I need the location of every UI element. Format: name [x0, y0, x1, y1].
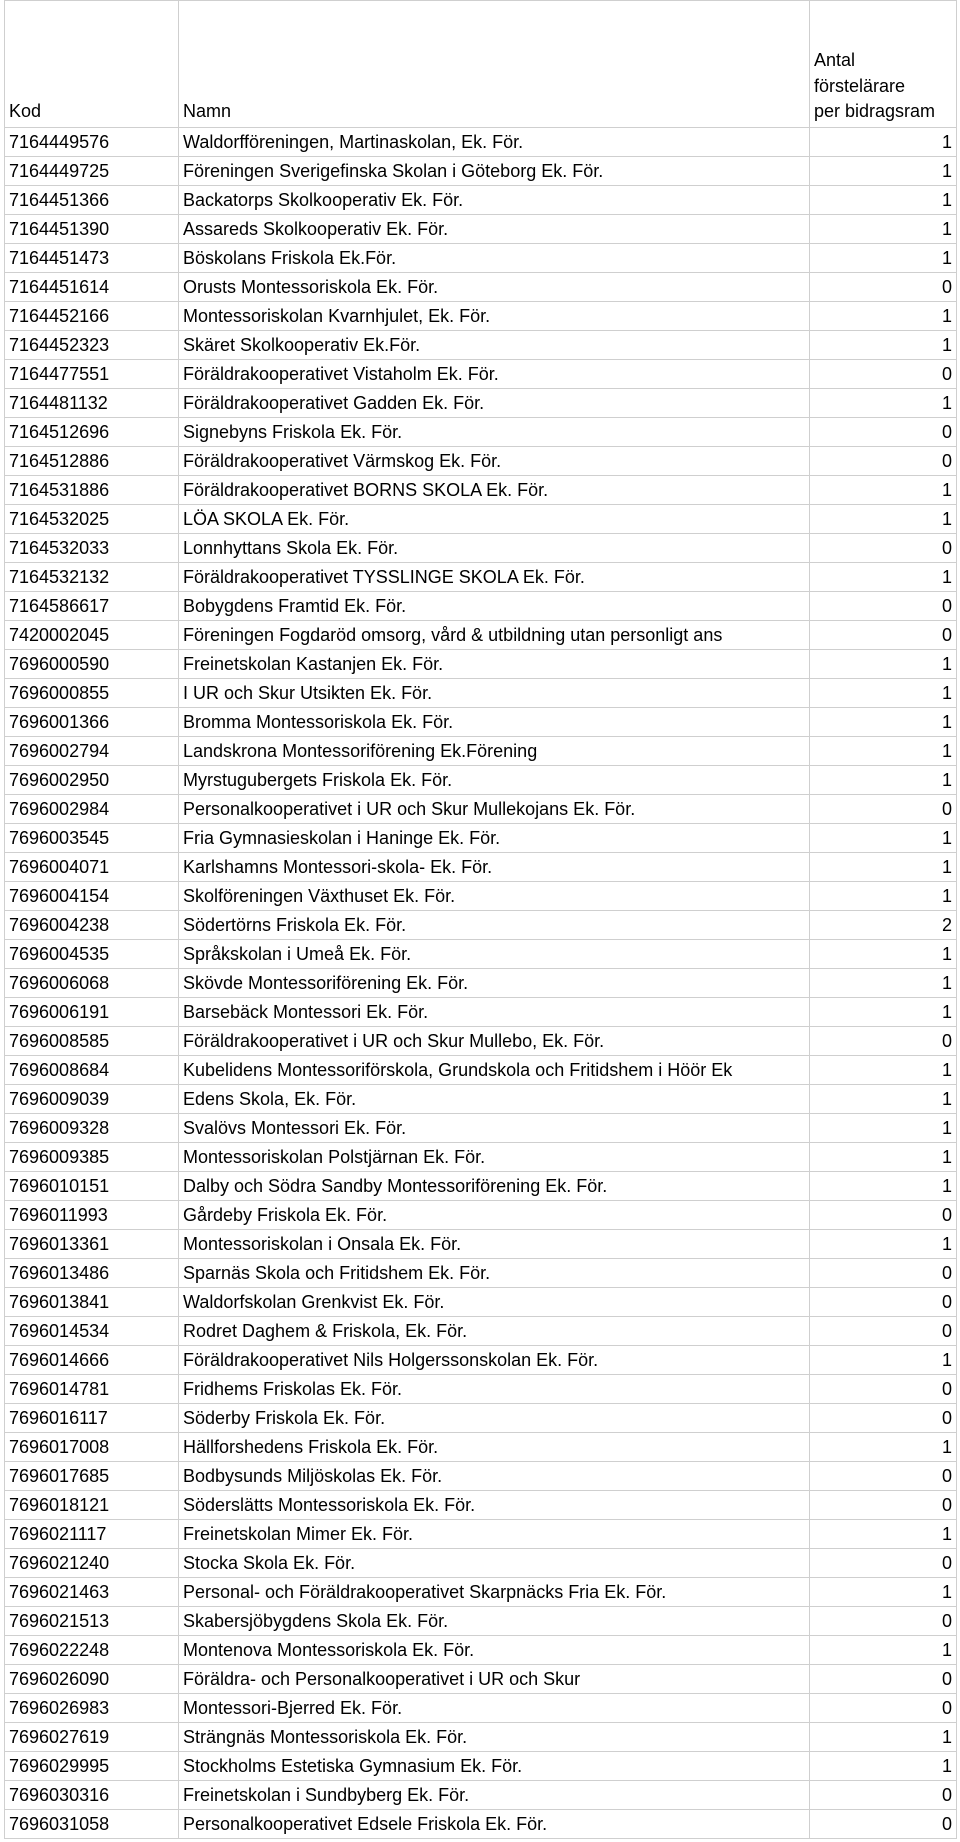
cell-kod: 7696009039: [5, 1085, 179, 1114]
cell-count: 1: [810, 998, 957, 1027]
cell-namn: Skövde Montessoriförening Ek. För.: [179, 969, 810, 998]
cell-namn: Gårdeby Friskola Ek. För.: [179, 1201, 810, 1230]
table-row: [5, 940, 957, 969]
cell-namn: Föräldrakooperativet BORNS SKOLA Ek. För.: [179, 476, 810, 505]
cell-kod: 7696001366: [5, 708, 179, 737]
table-row: [5, 186, 957, 215]
table-row: [5, 1375, 957, 1404]
cell-kod: 7696021513: [5, 1607, 179, 1636]
cell-count: 1: [810, 331, 957, 360]
cell-count: 1: [810, 1114, 957, 1143]
cell-kod: 7164451390: [5, 215, 179, 244]
table-row: [5, 1433, 957, 1462]
cell-namn: Montenova Montessoriskola Ek. För.: [179, 1636, 810, 1665]
table-row: [5, 1114, 957, 1143]
cell-namn: Föräldrakooperativet i UR och Skur Mullebo, Ek. För.: [179, 1027, 810, 1056]
table-row: [5, 447, 957, 476]
cell-count: 0: [810, 1491, 957, 1520]
cell-count: 1: [810, 128, 957, 157]
cell-namn: Montessoriskolan Polstjärnan Ek. För.: [179, 1143, 810, 1172]
cell-namn: Bodbysunds Miljöskolas Ek. För.: [179, 1462, 810, 1491]
table-row: [5, 1056, 957, 1085]
cell-namn: Bobygdens Framtid Ek. För.: [179, 592, 810, 621]
cell-kod: 7696013841: [5, 1288, 179, 1317]
table-row: [5, 244, 957, 273]
cell-namn: Bromma Montessoriskola Ek. För.: [179, 708, 810, 737]
table-row: [5, 1288, 957, 1317]
header-count-line-3: per bidragsram: [814, 100, 936, 121]
cell-count: 0: [810, 273, 957, 302]
cell-namn: Söderby Friskola Ek. För.: [179, 1404, 810, 1433]
cell-namn: Fria Gymnasieskolan i Haninge Ek. För.: [179, 824, 810, 853]
cell-count: 0: [810, 1549, 957, 1578]
table-row: [5, 998, 957, 1027]
table-row: [5, 1665, 957, 1694]
table-row: [5, 331, 957, 360]
cell-namn: Fridhems Friskolas Ek. För.: [179, 1375, 810, 1404]
header-count-line-2: förstelärare: [814, 75, 906, 96]
cell-namn: Böskolans Friskola Ek.För.: [179, 244, 810, 273]
table-row: [5, 1694, 957, 1723]
cell-kod: 7696016117: [5, 1404, 179, 1433]
cell-kod: 7696017008: [5, 1433, 179, 1462]
cell-namn: Föräldrakooperativet Värmskog Ek. För.: [179, 447, 810, 476]
cell-count: 1: [810, 766, 957, 795]
cell-kod: 7164531886: [5, 476, 179, 505]
cell-namn: Freinetskolan i Sundbyberg Ek. För.: [179, 1781, 810, 1810]
cell-count: 1: [810, 1520, 957, 1549]
cell-kod: 7696009385: [5, 1143, 179, 1172]
cell-kod: 7164586617: [5, 592, 179, 621]
cell-kod: 7696008585: [5, 1027, 179, 1056]
cell-count: 1: [810, 737, 957, 766]
cell-namn: Rodret Daghem & Friskola, Ek. För.: [179, 1317, 810, 1346]
table-row: [5, 1549, 957, 1578]
table-row: [5, 1723, 957, 1752]
cell-kod: 7696021117: [5, 1520, 179, 1549]
cell-count: 0: [810, 621, 957, 650]
cell-namn: Skolföreningen Växthuset Ek. För.: [179, 882, 810, 911]
cell-kod: 7696018121: [5, 1491, 179, 1520]
table-row: [5, 215, 957, 244]
cell-count: 1: [810, 1723, 957, 1752]
cell-kod: 7420002045: [5, 621, 179, 650]
cell-kod: 7164532132: [5, 563, 179, 592]
cell-count: 0: [810, 1462, 957, 1491]
cell-kod: 7164451473: [5, 244, 179, 273]
cell-namn: Föreningen Fogdaröd omsorg, vård & utbildning utan personligt ans: [179, 621, 810, 650]
table-row: [5, 1085, 957, 1114]
cell-count: 1: [810, 1636, 957, 1665]
table-row: [5, 1172, 957, 1201]
cell-kod: 7696013361: [5, 1230, 179, 1259]
cell-kod: 7696000590: [5, 650, 179, 679]
table-row: [5, 737, 957, 766]
cell-kod: 7696027619: [5, 1723, 179, 1752]
cell-kod: 7696004154: [5, 882, 179, 911]
cell-namn: Sparnäs Skola och Fritidshem Ek. För.: [179, 1259, 810, 1288]
cell-namn: Personalkooperativet i UR och Skur Mullekojans Ek. För.: [179, 795, 810, 824]
cell-namn: Stocka Skola Ek. För.: [179, 1549, 810, 1578]
cell-namn: Waldorfskolan Grenkvist Ek. För.: [179, 1288, 810, 1317]
cell-count: 0: [810, 592, 957, 621]
cell-namn: Föräldrakooperativet Gadden Ek. För.: [179, 389, 810, 418]
table-row: [5, 389, 957, 418]
cell-count: 0: [810, 795, 957, 824]
cell-count: 1: [810, 505, 957, 534]
cell-count: 1: [810, 389, 957, 418]
cell-count: 0: [810, 1694, 957, 1723]
cell-namn: Karlshamns Montessori-skola- Ek. För.: [179, 853, 810, 882]
cell-namn: Personalkooperativet Edsele Friskola Ek. För.: [179, 1810, 810, 1839]
table-row: [5, 1259, 957, 1288]
cell-namn: Skabersjöbygdens Skola Ek. För.: [179, 1607, 810, 1636]
cell-count: 1: [810, 1085, 957, 1114]
cell-namn: Waldorfföreningen, Martinaskolan, Ek. För.: [179, 128, 810, 157]
cell-count: 1: [810, 1056, 957, 1085]
cell-count: 1: [810, 882, 957, 911]
table-row: [5, 157, 957, 186]
cell-namn: Dalby och Södra Sandby Montessoriförening Ek. För.: [179, 1172, 810, 1201]
table-row: [5, 476, 957, 505]
cell-kod: 7696006068: [5, 969, 179, 998]
cell-namn: Montessoriskolan Kvarnhjulet, Ek. För.: [179, 302, 810, 331]
cell-count: 1: [810, 650, 957, 679]
header-kod: Kod: [5, 1, 179, 128]
cell-namn: Söderslätts Montessoriskola Ek. För.: [179, 1491, 810, 1520]
cell-namn: LÖA SKOLA Ek. För.: [179, 505, 810, 534]
cell-namn: Backatorps Skolkooperativ Ek. För.: [179, 186, 810, 215]
cell-count: 0: [810, 1259, 957, 1288]
table-row: [5, 853, 957, 882]
cell-namn: Orusts Montessoriskola Ek. För.: [179, 273, 810, 302]
cell-namn: Barsebäck Montessori Ek. För.: [179, 998, 810, 1027]
table-row: [5, 1520, 957, 1549]
cell-kod: 7164477551: [5, 360, 179, 389]
cell-count: 0: [810, 418, 957, 447]
cell-namn: Personal- och Föräldrakooperativet Skarpnäcks Fria Ek. För.: [179, 1578, 810, 1607]
cell-namn: Kubelidens Montessoriförskola, Grundskola och Fritidshem i Höör Ek: [179, 1056, 810, 1085]
table-row: [5, 1636, 957, 1665]
cell-count: 1: [810, 940, 957, 969]
cell-kod: 7696004071: [5, 853, 179, 882]
cell-kod: 7696013486: [5, 1259, 179, 1288]
table-row: [5, 882, 957, 911]
table-row: [5, 1578, 957, 1607]
cell-count: 1: [810, 969, 957, 998]
table-row: [5, 505, 957, 534]
cell-kod: 7696002794: [5, 737, 179, 766]
cell-count: 0: [810, 534, 957, 563]
cell-kod: 7696006191: [5, 998, 179, 1027]
cell-count: 2: [810, 911, 957, 940]
table-row: [5, 592, 957, 621]
cell-namn: Lonnhyttans Skola Ek. För.: [179, 534, 810, 563]
cell-kod: 7696022248: [5, 1636, 179, 1665]
table-row: [5, 360, 957, 389]
cell-count: 1: [810, 244, 957, 273]
table-row: [5, 534, 957, 563]
cell-namn: Föreningen Sverigefinska Skolan i Göteborg Ek. För.: [179, 157, 810, 186]
cell-count: 1: [810, 679, 957, 708]
cell-kod: 7696002950: [5, 766, 179, 795]
table-row: [5, 302, 957, 331]
cell-kod: 7696026090: [5, 1665, 179, 1694]
cell-namn: I UR och Skur Utsikten Ek. För.: [179, 679, 810, 708]
cell-namn: Signebyns Friskola Ek. För.: [179, 418, 810, 447]
cell-kod: 7696017685: [5, 1462, 179, 1491]
cell-kod: 7164449576: [5, 128, 179, 157]
table-row: [5, 650, 957, 679]
cell-count: 1: [810, 1230, 957, 1259]
table-row: [5, 418, 957, 447]
cell-count: 0: [810, 1201, 957, 1230]
cell-kod: 7164452323: [5, 331, 179, 360]
data-table: [4, 0, 957, 1839]
cell-namn: Stockholms Estetiska Gymnasium Ek. För.: [179, 1752, 810, 1781]
cell-kod: 7696030316: [5, 1781, 179, 1810]
cell-count: 1: [810, 1578, 957, 1607]
table-row: [5, 1143, 957, 1172]
cell-kod: 7696014666: [5, 1346, 179, 1375]
header-count: [810, 1, 957, 128]
cell-namn: Assareds Skolkooperativ Ek. För.: [179, 215, 810, 244]
cell-count: 0: [810, 1288, 957, 1317]
cell-count: 1: [810, 476, 957, 505]
cell-kod: 7164449725: [5, 157, 179, 186]
cell-kod: 7164512696: [5, 418, 179, 447]
cell-kod: 7696029995: [5, 1752, 179, 1781]
cell-kod: 7696011993: [5, 1201, 179, 1230]
cell-namn: Montessori-Bjerred Ek. För.: [179, 1694, 810, 1723]
cell-namn: Föräldra- och Personalkooperativet i UR och Skur: [179, 1665, 810, 1694]
cell-count: 1: [810, 1172, 957, 1201]
table-row: [5, 1752, 957, 1781]
cell-kod: 7164451614: [5, 273, 179, 302]
cell-kod: 7164452166: [5, 302, 179, 331]
header-count-line-1: Antal: [814, 50, 856, 71]
cell-namn: Skäret Skolkooperativ Ek.För.: [179, 331, 810, 360]
cell-namn: Freinetskolan Kastanjen Ek. För.: [179, 650, 810, 679]
cell-count: 0: [810, 1810, 957, 1839]
cell-count: 0: [810, 1027, 957, 1056]
cell-count: 1: [810, 215, 957, 244]
cell-count: 1: [810, 853, 957, 882]
table-row: [5, 1404, 957, 1433]
cell-kod: 7696014534: [5, 1317, 179, 1346]
table-row: [5, 273, 957, 302]
table-row: [5, 1810, 957, 1839]
cell-namn: Landskrona Montessoriförening Ek.Förening: [179, 737, 810, 766]
cell-count: 1: [810, 824, 957, 853]
table-row: [5, 1346, 957, 1375]
cell-namn: Strängnäs Montessoriskola Ek. För.: [179, 1723, 810, 1752]
table-row: [5, 1230, 957, 1259]
table-row: [5, 1607, 957, 1636]
cell-kod: 7696004238: [5, 911, 179, 940]
cell-namn: Föräldrakooperativet TYSSLINGE SKOLA Ek. För.: [179, 563, 810, 592]
cell-namn: Freinetskolan Mimer Ek. För.: [179, 1520, 810, 1549]
cell-kod: 7696021240: [5, 1549, 179, 1578]
table-row: [5, 969, 957, 998]
cell-namn: Föräldrakooperativet Vistaholm Ek. För.: [179, 360, 810, 389]
cell-count: 0: [810, 1317, 957, 1346]
table-row: [5, 911, 957, 940]
table-row: [5, 708, 957, 737]
cell-kod: 7696026983: [5, 1694, 179, 1723]
cell-kod: 7696003545: [5, 824, 179, 853]
cell-kod: 7164451366: [5, 186, 179, 215]
cell-kod: 7696021463: [5, 1578, 179, 1607]
cell-namn: Edens Skola, Ek. För.: [179, 1085, 810, 1114]
cell-count: 1: [810, 157, 957, 186]
table-row: [5, 1027, 957, 1056]
table-row: [5, 1491, 957, 1520]
cell-kod: 7164532025: [5, 505, 179, 534]
cell-count: 1: [810, 186, 957, 215]
cell-kod: 7696002984: [5, 795, 179, 824]
cell-count: 0: [810, 1607, 957, 1636]
cell-kod: 7696004535: [5, 940, 179, 969]
cell-kod: 7696014781: [5, 1375, 179, 1404]
cell-kod: 7696009328: [5, 1114, 179, 1143]
cell-count: 0: [810, 1404, 957, 1433]
table-row: [5, 1201, 957, 1230]
table-row: [5, 1462, 957, 1491]
cell-count: 1: [810, 1433, 957, 1462]
table-row: [5, 621, 957, 650]
cell-namn: Föräldrakooperativet Nils Holgerssonskolan Ek. För.: [179, 1346, 810, 1375]
table-row: [5, 128, 957, 157]
cell-count: 0: [810, 1781, 957, 1810]
cell-count: 0: [810, 447, 957, 476]
cell-kod: 7164532033: [5, 534, 179, 563]
cell-count: 1: [810, 1752, 957, 1781]
cell-count: 0: [810, 360, 957, 389]
cell-count: 0: [810, 1375, 957, 1404]
cell-kod: 7696010151: [5, 1172, 179, 1201]
cell-count: 1: [810, 1143, 957, 1172]
cell-kod: 7696000855: [5, 679, 179, 708]
table-row: [5, 679, 957, 708]
cell-namn: Språkskolan i Umeå Ek. För.: [179, 940, 810, 969]
cell-count: 1: [810, 302, 957, 331]
table-row: [5, 563, 957, 592]
header-namn: Namn: [179, 1, 810, 128]
cell-count: 1: [810, 563, 957, 592]
table-row: [5, 766, 957, 795]
table-row: [5, 1781, 957, 1810]
cell-count: 1: [810, 1346, 957, 1375]
header-row: [5, 1, 957, 128]
cell-namn: Montessoriskolan i Onsala Ek. För.: [179, 1230, 810, 1259]
table-row: [5, 824, 957, 853]
cell-namn: Svalövs Montessori Ek. För.: [179, 1114, 810, 1143]
cell-kod: 7164481132: [5, 389, 179, 418]
cell-kod: 7696031058: [5, 1810, 179, 1839]
cell-kod: 7164512886: [5, 447, 179, 476]
cell-count: 0: [810, 1665, 957, 1694]
cell-kod: 7696008684: [5, 1056, 179, 1085]
table-row: [5, 1317, 957, 1346]
cell-namn: Södertörns Friskola Ek. För.: [179, 911, 810, 940]
cell-count: 1: [810, 708, 957, 737]
cell-namn: Myrstugubergets Friskola Ek. För.: [179, 766, 810, 795]
cell-namn: Hällforshedens Friskola Ek. För.: [179, 1433, 810, 1462]
table-row: [5, 795, 957, 824]
